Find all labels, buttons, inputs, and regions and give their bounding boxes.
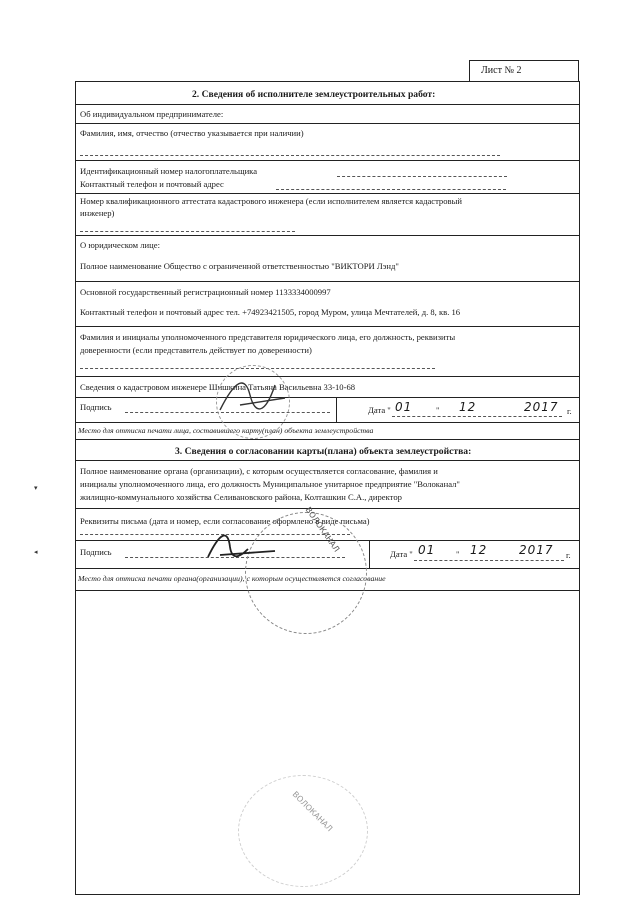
date-line (414, 560, 564, 561)
date-suffix: г. (567, 406, 572, 416)
stamp-2-text: ВОЛОКАНАЛ (303, 505, 342, 554)
signature-label: Подпись (80, 547, 112, 557)
sheet-number-label: Лист № 2 (481, 65, 522, 76)
legal-heading: О юридическом лице: (80, 240, 160, 250)
divider-vertical (336, 397, 337, 422)
fio-label: Фамилия, имя, отчество (отчество указывается при наличии) (80, 128, 304, 138)
date-month: 12 (470, 543, 488, 557)
ogrn-text: Основной государственный регистрационный номер 1133334000997 (80, 287, 331, 297)
date-year: 2017 (524, 400, 559, 414)
date-quote: " (436, 405, 440, 415)
date-day: 01 (418, 543, 436, 557)
signature-label: Подпись (80, 402, 112, 412)
divider (75, 281, 580, 282)
date-year: 2017 (519, 543, 554, 557)
divider (75, 326, 580, 327)
divider (75, 235, 580, 236)
divider (75, 422, 580, 423)
fio-field-line (80, 155, 500, 156)
divider (75, 123, 580, 124)
divider (75, 160, 580, 161)
representative-label-line-1: Фамилия и инициалы уполномоченного представителя юридического лица, его должность, реквизиты (80, 332, 456, 342)
contact-field-line (276, 189, 506, 190)
letter-details-label: Реквизиты письма (дата и номер, если согласование оформлено в виде письма) (80, 516, 370, 526)
divider (75, 460, 580, 461)
agreement-text-line-1: Полное наименование органа (организации), с которым осуществляется согласование, фамилия и (80, 466, 438, 476)
date-label: Дата " (368, 405, 391, 415)
date-suffix: г. (566, 550, 571, 560)
section-3-title: 3. Сведения о согласовании карты(плана) объекта землеустройства: (175, 446, 472, 457)
divider (75, 508, 580, 509)
divider (75, 193, 580, 194)
representative-label-line-2: доверенности (если представитель действует по доверенности) (80, 345, 312, 355)
stamp-showthrough-text: ВОЛОКАНАЛ (290, 789, 335, 834)
signature-2-icon (200, 527, 280, 567)
date-day: 01 (395, 400, 413, 414)
certificate-label-line-2: инженер) (80, 208, 115, 218)
date-line (392, 416, 562, 417)
date-label: Дата " (390, 549, 413, 559)
agreement-text-line-3: жилищно-коммунального хозяйства Селивановского района, Колташкин С.А., директор (80, 492, 402, 502)
contact-label: Контактный телефон и почтовый адрес (80, 179, 224, 189)
divider (75, 104, 580, 105)
date-month: 12 (459, 400, 477, 414)
legal-full-name: Полное наименование Общество с ограниченной ответственностью "ВИКТОРИ Лэнд" (80, 261, 399, 271)
scan-mark: ◂ (34, 548, 38, 556)
stamp-place-note: Место для оттиска печати лица, составившего карту(план) объекта землеустройства (78, 426, 374, 435)
date-quote: " (456, 549, 460, 559)
cadastral-engineer-info: Сведения о кадастровом инженере Шишкина Татьяна Васильевна 33-10-68 (80, 382, 356, 392)
stamp-place-note: Место для оттиска печати органа(организации), с которым осуществляется согласование (78, 574, 386, 583)
divider-vertical (369, 540, 370, 568)
signature-1-icon (215, 370, 295, 430)
individual-heading: Об индивидуальном предпринимателе: (80, 109, 224, 119)
inn-label: Идентификационный номер налогоплательщика (80, 166, 258, 176)
agreement-text-line-2: инициалы уполномоченного лица, его должность Муниципальное унитарное предприятие "Волоканал" (80, 479, 460, 489)
divider (75, 376, 580, 377)
section-2-title: 2. Сведения об исполнителе землеустроительных работ: (192, 89, 436, 100)
stamp-showthrough (238, 775, 368, 887)
divider (75, 439, 580, 440)
legal-contact-text: Контактный телефон и почтовый адрес тел. +74923421505, город Муром, улица Мечтателей, д. 8, кв. 16 (80, 307, 461, 317)
inn-field-line (337, 176, 507, 177)
certificate-label-line-1: Номер квалификационного аттестата кадастрового инженера (если исполнителем является кадастровый (80, 196, 462, 206)
divider (75, 397, 580, 398)
certificate-field-line (80, 231, 295, 232)
scan-mark: ▾ (34, 484, 38, 492)
